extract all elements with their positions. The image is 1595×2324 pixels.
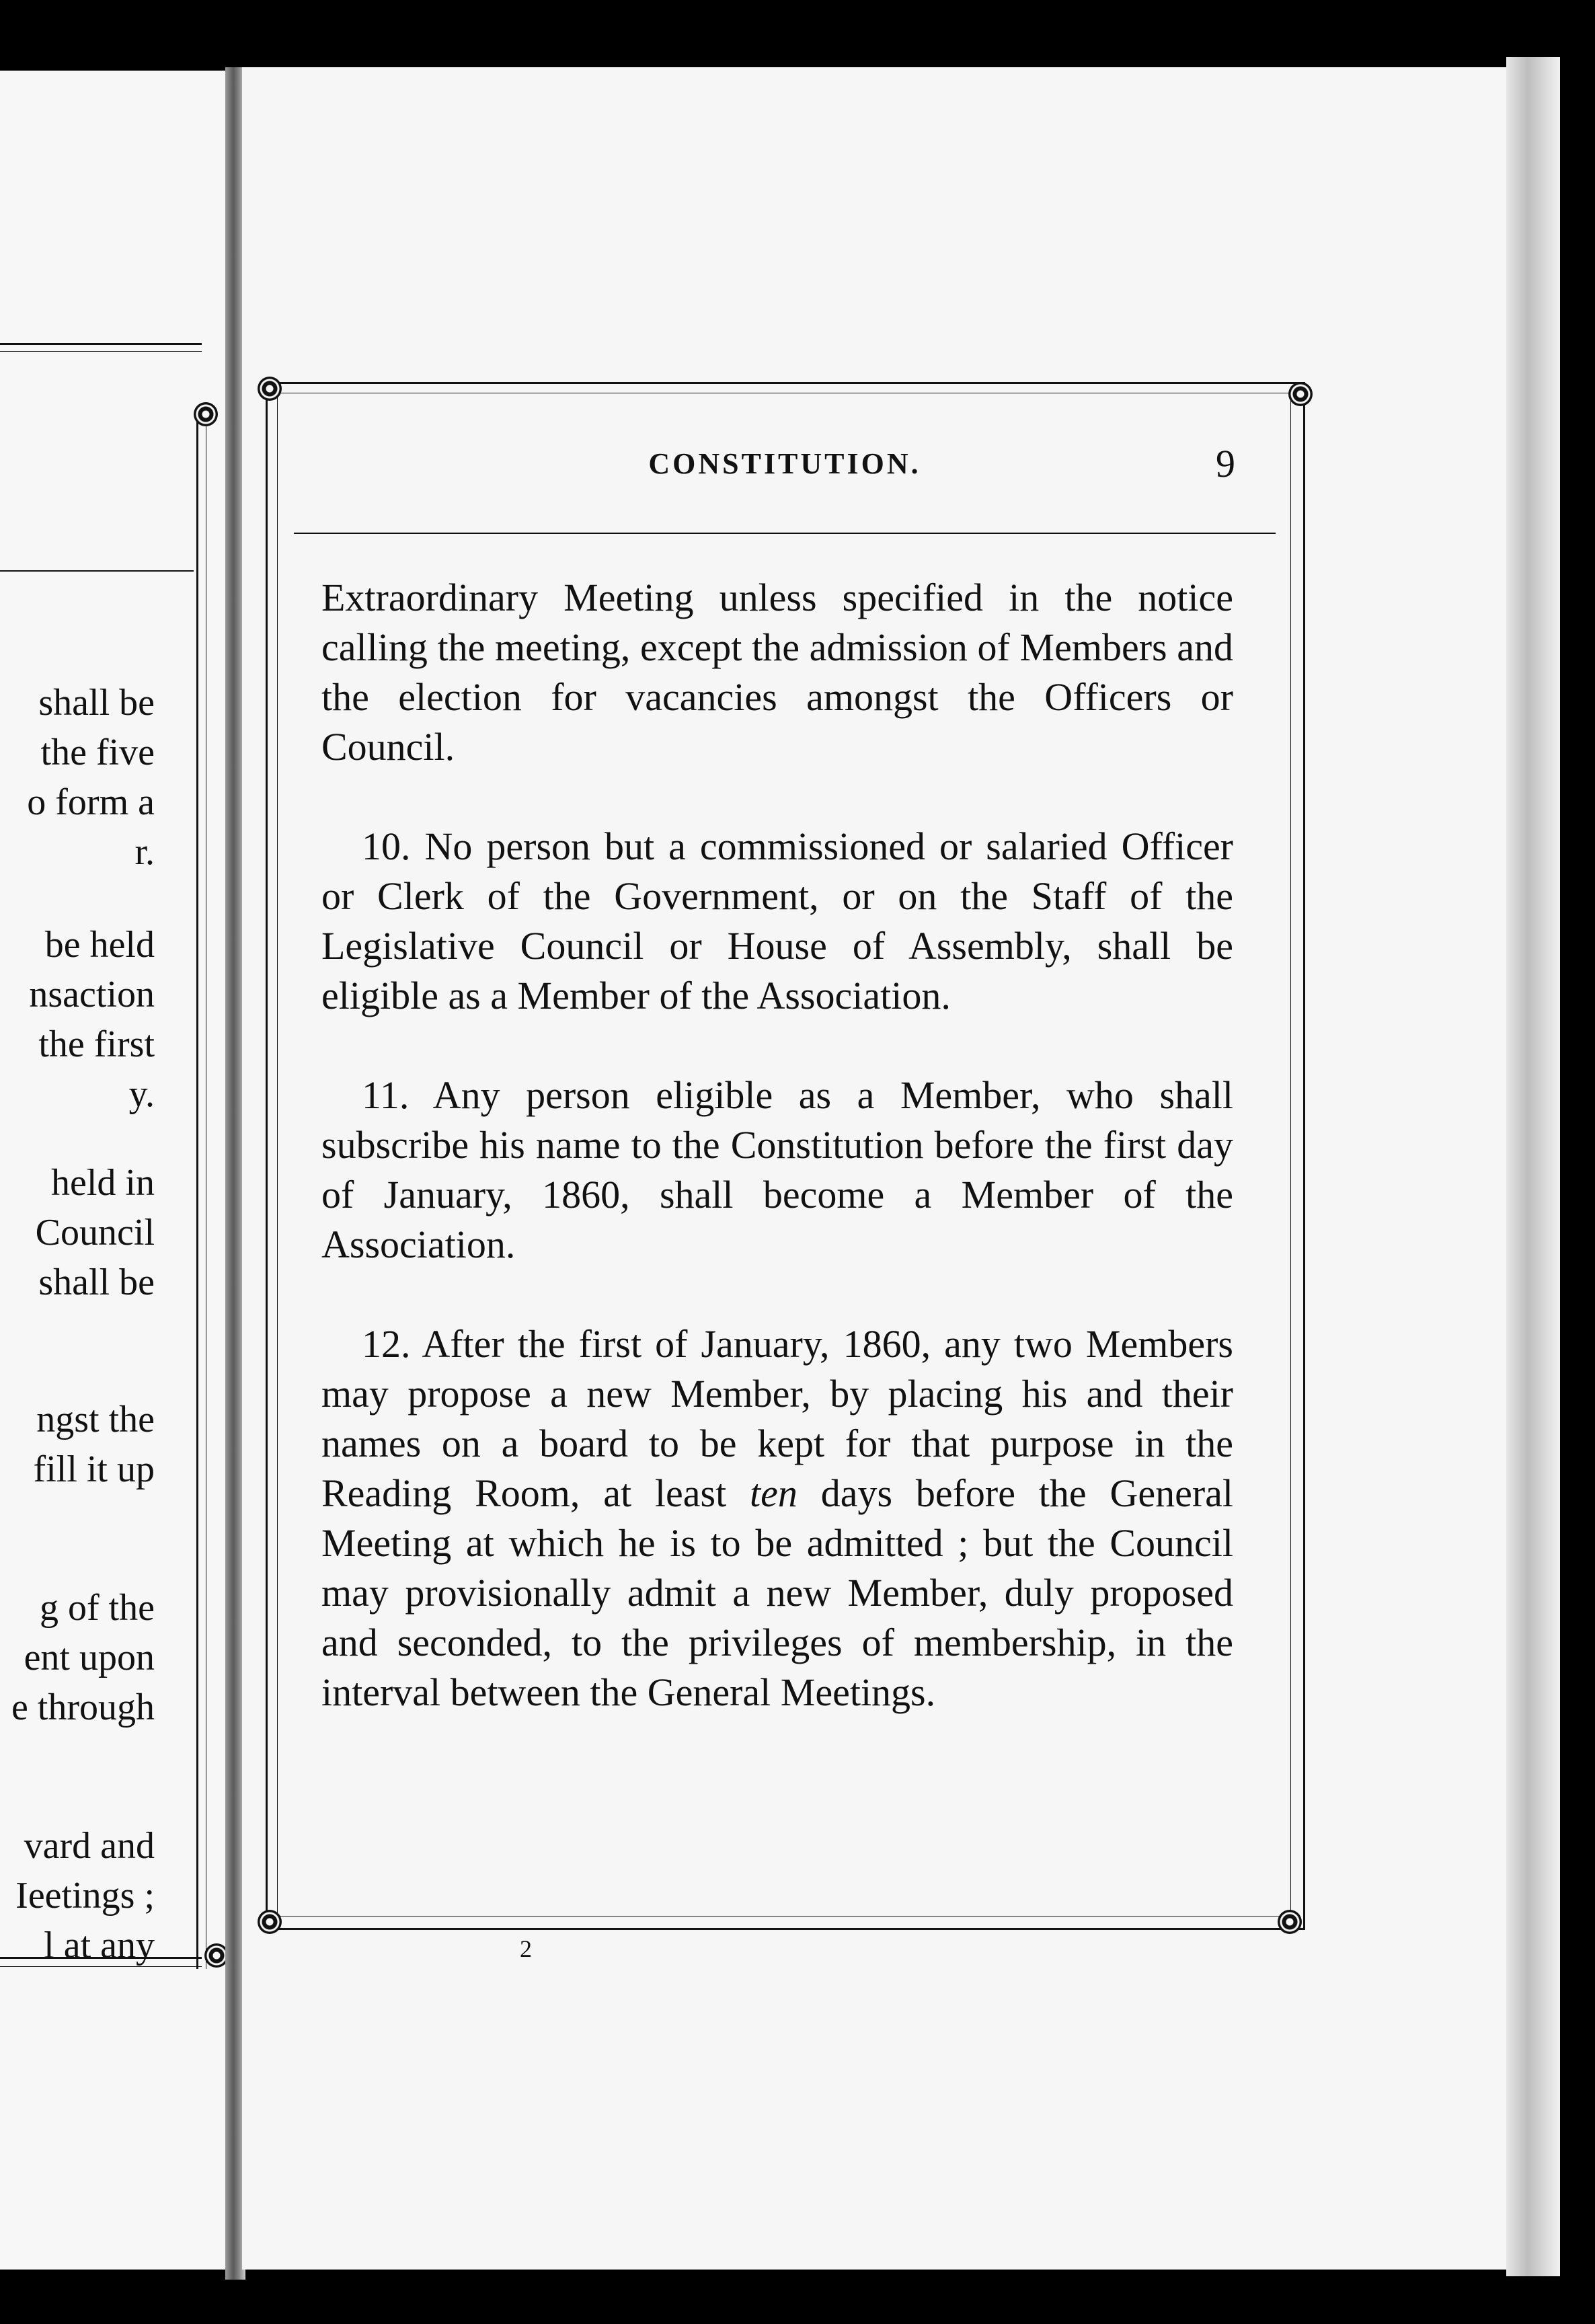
left-page-line: shall be — [38, 682, 155, 724]
left-frame-rule — [0, 1966, 202, 1967]
left-page-line: y. — [128, 1073, 155, 1115]
paragraph-12-text: days before the General Meeting at which he is to be admitted ; but the Council may provisionally admit a new Member, duly proposed and seconded, to the privileges of membership, in the interval between the General Meetings. — [321, 1471, 1234, 1714]
corner-rosette-icon — [1278, 1910, 1302, 1934]
left-page-line: e through — [11, 1687, 155, 1728]
running-title: CONSTITUTION. — [648, 447, 921, 480]
corner-rosette-icon — [1288, 382, 1313, 406]
left-page-line: the first — [38, 1023, 155, 1065]
left-page-line: vard and — [24, 1825, 155, 1867]
paragraph-11: 11. Any person eligible as a Member, who shall subscribe his name to the Constitution before the first day of January, 1860, shall become a Member of the Association. — [321, 1073, 1233, 1266]
corner-rosette-icon — [258, 1910, 282, 1934]
left-page-line: held in — [51, 1162, 155, 1204]
left-frame-rule — [196, 416, 198, 1969]
paragraph-continuation: Extraordinary Meeting unless specified in the notice calling the meeting, except the admission of Members and the election for vacancies amongst the Officers or Council. — [321, 576, 1233, 769]
left-frame-rule — [0, 343, 202, 345]
header-rule — [294, 533, 1276, 534]
signature-mark: 2 — [520, 1935, 532, 1962]
paragraph-12-emphasis: ten — [750, 1471, 798, 1515]
left-page-text — [0, 71, 229, 2270]
left-page-line: shall be — [38, 1262, 155, 1303]
left-page-line: ngst the — [36, 1399, 155, 1440]
left-frame-rule — [0, 351, 202, 352]
left-page-line: be held — [44, 924, 155, 966]
page-edge — [1506, 57, 1560, 2276]
left-page-line: g of the — [39, 1587, 155, 1629]
left-page-line: o form a — [27, 781, 155, 823]
left-header-rule — [0, 570, 194, 572]
paragraph-12 — [321, 1319, 1233, 1717]
corner-rosette-icon — [258, 377, 282, 401]
left-frame-rule — [0, 1957, 202, 1959]
left-page-line: ent upon — [24, 1637, 155, 1678]
left-page-line: Council — [35, 1212, 155, 1253]
left-page-line: the five — [40, 732, 155, 773]
page-number: 9 — [1216, 442, 1235, 486]
paragraph-10: 10. No person but a commissioned or salaried Officer or Clerk of the Government, or on the Staff of the Legislative Council or House of Assembly, shall be eligible as a Member of the Association. — [321, 824, 1233, 1017]
body-text — [321, 573, 1233, 1767]
left-page-line: r. — [134, 831, 155, 873]
corner-rosette-icon — [194, 402, 218, 426]
left-page-line: l at any — [44, 1925, 155, 1966]
left-page-line: nsaction — [29, 974, 155, 1015]
running-head — [294, 440, 1276, 488]
paragraph-12-text: 12. After the first of January, 1860, any two Members may propose a new Member, by placing his and their names on a board to be kept for that purpose in the Reading Room, at least — [321, 1322, 1233, 1515]
left-page-line: fill it up — [33, 1448, 155, 1490]
left-page-line: Ieetings ; — [15, 1875, 155, 1916]
left-page — [0, 71, 229, 2270]
